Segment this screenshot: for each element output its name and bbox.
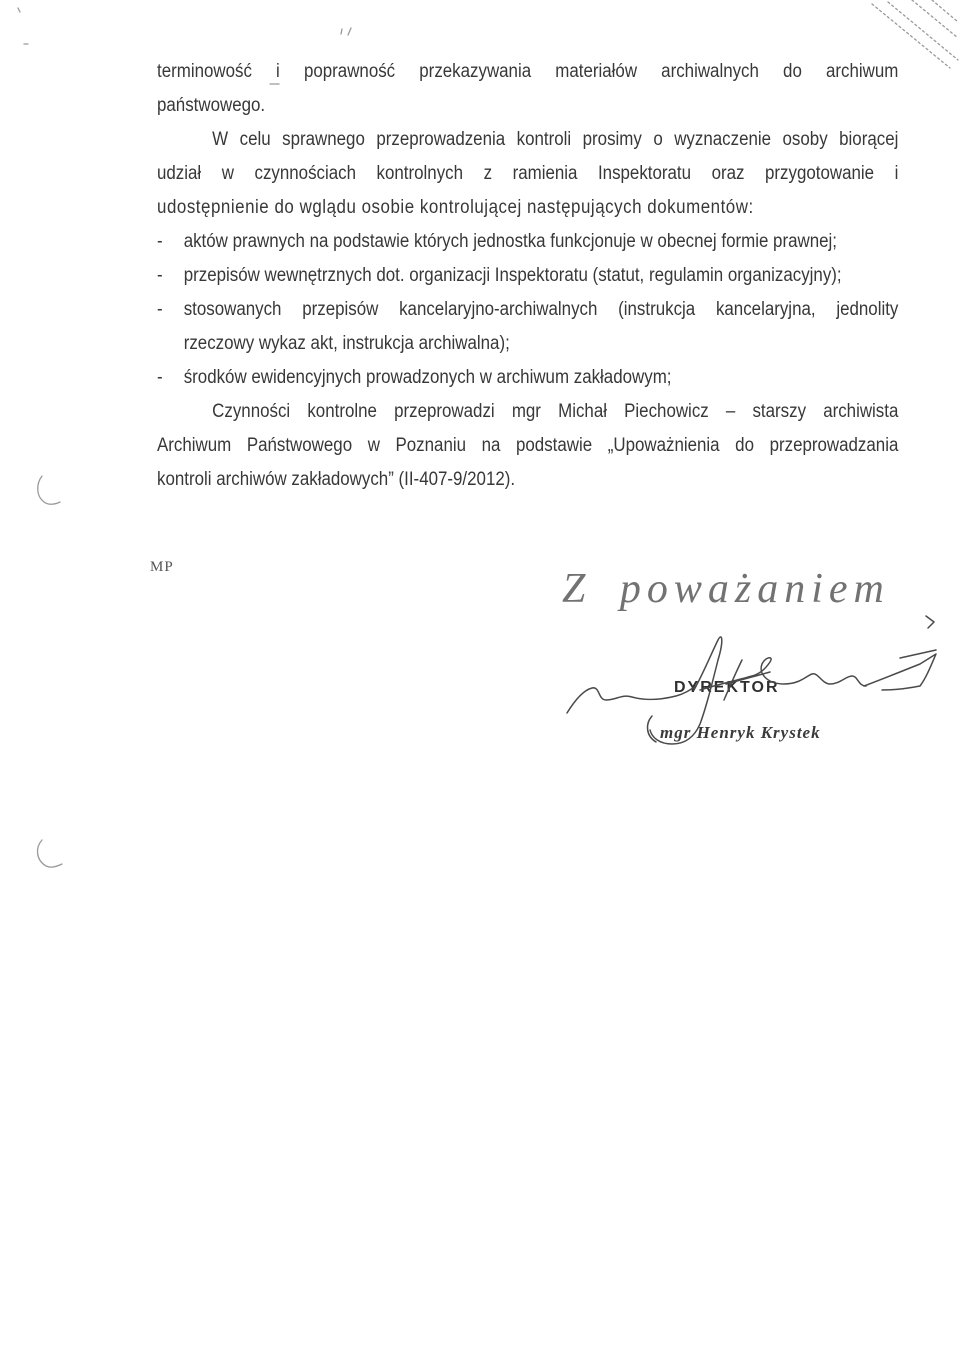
corner-edge-mark <box>888 2 958 60</box>
list-item-line <box>157 293 898 327</box>
inspector-paragraph <box>157 395 898 497</box>
list-item <box>157 259 898 293</box>
continuation-paragraph <box>157 55 898 123</box>
speck-mark <box>341 28 351 35</box>
letter-body <box>157 55 898 497</box>
request-paragraph <box>157 123 898 225</box>
stamp-name: mgr Henryk Krystek <box>660 723 821 742</box>
signature-stroke <box>647 716 656 742</box>
corner-edge-mark <box>912 0 958 38</box>
list-bullet: - <box>157 299 163 320</box>
list-item-text: przepisów wewnętrznych dot. organizacji Inspektoratu (statut, regulamin organizacyjny); <box>183 265 842 286</box>
list-bullet: - <box>157 367 163 388</box>
list-item-text: środków ewidencyjnych prowadzonych w archiwum zakładowym; <box>183 367 672 388</box>
body-line: Czynności kontrolne przeprowadzi mgr Michał Piechowicz – starszy archiwista <box>212 401 899 422</box>
list-bullet: - <box>157 231 163 252</box>
body-line: udział w czynnościach kontrolnych z ramienia Inspektoratu oraz przygotowanie i <box>157 163 899 184</box>
body-line: państwowego. <box>157 95 266 116</box>
body-line: W celu sprawnego przeprowadzenia kontroli prosimy o wyznaczenie osoby biorącej <box>212 129 899 150</box>
body-line: terminowość i poprawność przekazywania materiałów archiwalnych do archiwum <box>157 61 899 82</box>
list-bullet: - <box>157 265 163 286</box>
speck-mark <box>18 8 28 44</box>
list-item <box>157 293 898 361</box>
signature-stroke <box>864 650 936 690</box>
signature-stroke <box>926 616 934 628</box>
list-item <box>157 225 898 259</box>
document-list <box>157 225 898 395</box>
body-line: kontroli archiwów zakładowych” (II-407-9/2012). <box>157 469 516 490</box>
list-item-text: rzeczowy wykaz akt, instrukcja archiwalna); <box>183 333 510 354</box>
seal-place-mark: MP <box>150 559 174 575</box>
list-item <box>157 361 898 395</box>
list-item-text: aktów prawnych na podstawie których jednostka funkcjonuje w obecnej formie prawnej; <box>183 231 837 252</box>
handwritten-closing: Z poważaniem <box>562 566 890 612</box>
body-line: Archiwum Państwowego w Poznaniu na podstawie „Upoważnienia do przeprowadzania <box>157 435 899 456</box>
punch-hole-mark <box>37 840 62 867</box>
list-item-text: stosowanych przepisów kancelaryjno-archiwalnych (instrukcja kancelaryjna, jednolity <box>183 299 899 320</box>
stamp-title: DYREKTOR <box>674 679 780 696</box>
punch-hole-mark <box>38 476 60 504</box>
corner-edge-mark <box>932 0 958 22</box>
body-line: udostępnienie do wglądu osobie kontrolującej następujących dokumentów: <box>157 197 754 218</box>
